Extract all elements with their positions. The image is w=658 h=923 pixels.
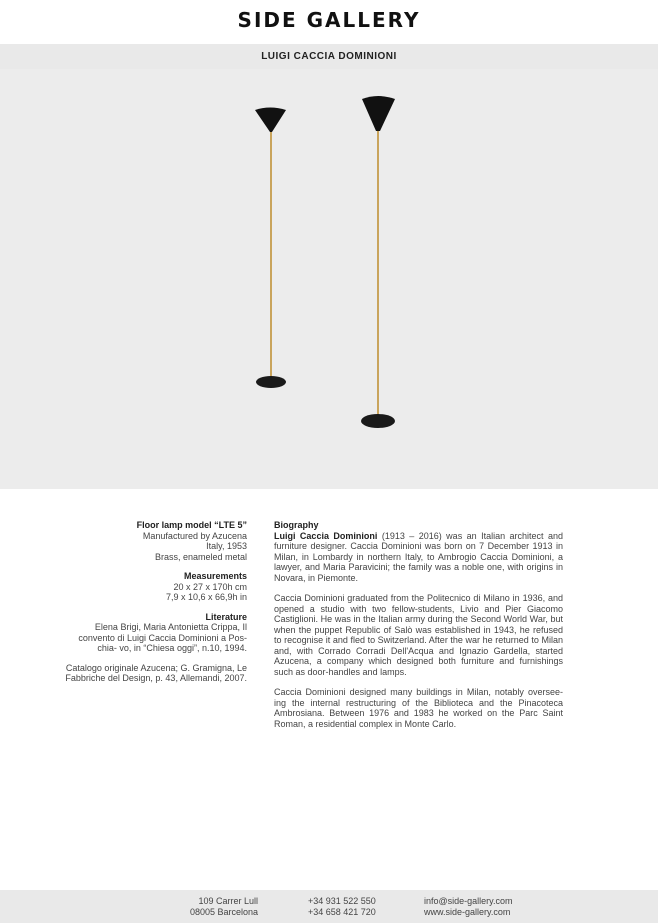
page-header [0,0,658,44]
origin: Italy, 1953 [206,541,247,551]
measurements-heading: Measurements [183,571,247,581]
biography [274,520,563,739]
measurements-cm: 20 x 27 x 170h cm [173,581,247,592]
lamp-right-base [361,414,395,428]
biography-name: Luigi Caccia Dominioni [274,530,378,541]
literature-heading: Literature [205,611,247,622]
lamp-left-base [256,376,286,388]
product-details [60,520,247,684]
measurements-in: 7,9 x 10,6 x 66,9h in [165,592,247,602]
page-footer [0,890,658,923]
floor-lamp-pair-icon [0,69,658,489]
lamp-right-shade [362,96,395,131]
footer-address-line-1: 109 Carrer Lull [198,896,258,906]
manufacturer: Manufactured by Azucena [142,530,247,541]
biography-paragraph-2: Caccia Dominioni graduated from the Politecnico di Milano in 1936, and opened a studio with two fellow-students, Livio and Pier Giacomo Castiglioni. He was in the Italian army during the Second World War, but when the puppet Republic of Salò was established in 1943, he refused to recognise it and fled to Switzerland. After the war he returned to Milan and, with Corrado Corradi Dell'Acqua and Ignazio Gardella, started Azucena, a company which designed both furniture and furnishings such as door-handles and lamps. [274,593,563,677]
footer-contact [424,896,513,918]
designer-bar [0,44,658,69]
literature-entry-1: Elena Brigi, Maria Antonietta Crippa, Il convento di Luigi Caccia Dominioni a Pos-chia- vo, in “Chiesa oggi”, n.10, 1994. [78,622,247,653]
brand-logo: SIDE GALLERY [237,8,421,32]
biography-paragraph-1 [274,531,563,584]
footer-address-line-2: 08005 Barcelona [190,907,259,917]
footer-phones [308,896,376,918]
product-title: Floor lamp model “LTE 5” [136,520,247,530]
lamp-left-shade [255,108,286,133]
materials: Brass, enameled metal [154,551,247,562]
literature-entry-2: Catalogo originale Azucena; G. Gramigna, Le Fabbriche del Design, p. 43, Allemandi, 2007. [65,662,247,683]
biography-paragraph-3: Caccia Dominioni designed many buildings in Milan, notably oversee- ing the internal restructuring of the Biblioteca and the Pinacoteca Ambrosiana. Between 1976 and 1983 he worked on the Parc Saint Roman, a residential complex in Monte Carlo. [274,687,563,729]
footer-address [190,896,258,918]
product-photo [0,69,658,489]
footer-phone-1: +34 931 522 550 [308,896,376,906]
designer-name: LUIGI CACCIA DOMINIONI [261,51,397,62]
biography-heading: Biography [274,520,319,530]
footer-phone-2: +34 658 421 720 [308,907,376,917]
biography-paragraph-1-text: (1913 – 2016) was an Italian architect and furniture designer. Caccia Dominioni was born on 7 December 1913 in Milan, in Lombardy in northern Italy, to Ambrogio Caccia Dominioni, a lawyer, and Maria Paravicini; the family was a noble one, with origins in Novara, in Piemonte. [274,530,563,583]
footer-email-link[interactable]: info@side-gallery.com [424,896,513,906]
footer-website-link[interactable]: www.side-gallery.com [424,907,511,917]
